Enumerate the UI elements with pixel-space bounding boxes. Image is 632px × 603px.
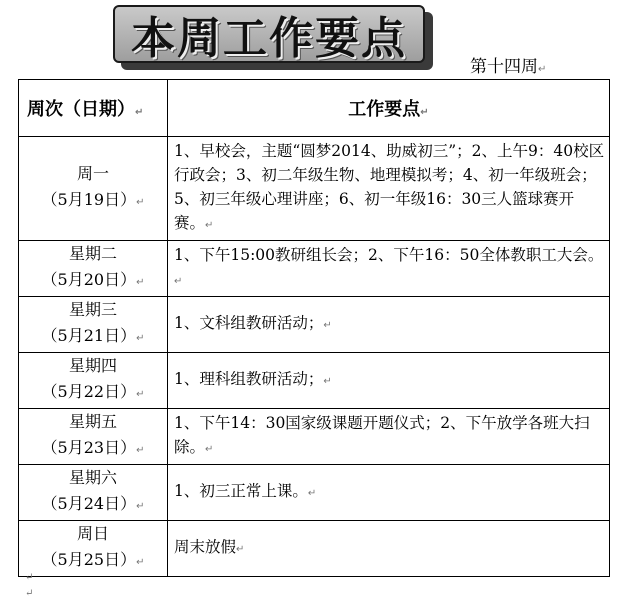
- paragraph-mark-icon: ↵: [538, 64, 547, 75]
- items-text: 1、初三正常上课。: [174, 482, 308, 500]
- day-date: （5月19日）: [41, 190, 137, 209]
- paragraph-mark-icon: ↵: [323, 376, 332, 387]
- paragraph-mark-icon: ↵: [205, 444, 214, 455]
- day-date: （5月21日）: [41, 326, 137, 345]
- table-row: [19, 137, 610, 241]
- week-label: [470, 52, 546, 77]
- paragraph-mark-icon: ↵: [136, 501, 145, 512]
- day-date: （5月23日）: [41, 438, 137, 457]
- day-cell: [19, 521, 168, 577]
- day-name: 星期三: [68, 300, 117, 319]
- items-cell: [168, 137, 610, 241]
- paragraph-mark-icon: ↵: [25, 588, 34, 599]
- table-row: [19, 465, 610, 521]
- items-text: 1、下午15:00教研组长会；2、下午16：50全体教职工大会。: [174, 246, 604, 264]
- day-name: 星期四: [68, 356, 117, 375]
- paragraph-mark-icon: ↵: [136, 445, 145, 456]
- day-name: 星期二: [68, 244, 117, 263]
- paragraph-mark-icon: ↵: [174, 276, 183, 287]
- items-text: 1、早校会，主题“圆梦2014、助威初三”；2、上午9：40校区行政会；3、初二年级生物、地理模拟考；4、初一年级班会；5、初三年级心理讲座；6、初一年级16：30三人篮球赛开赛。: [174, 142, 605, 232]
- paragraph-mark-icon: ↵: [236, 544, 245, 555]
- table-row: [19, 353, 610, 409]
- day-date: （5月24日）: [41, 494, 137, 513]
- paragraph-mark-icon: ↵: [136, 333, 145, 344]
- page-title: 本周工作要点: [131, 13, 407, 64]
- day-name: 周一: [76, 164, 109, 183]
- paragraph-mark-icon: ↵: [420, 107, 429, 118]
- paragraph-mark-icon: ↵: [307, 488, 317, 499]
- day-cell: [19, 353, 168, 409]
- day-cell: [19, 241, 168, 297]
- paragraph-mark-icon: ↵: [136, 557, 145, 568]
- header-items: 工作要点↵: [168, 80, 610, 137]
- paragraph-mark-icon: ↵: [25, 572, 34, 583]
- items-cell: [168, 241, 610, 297]
- items-cell: [168, 465, 610, 521]
- paragraph-mark-icon: ↵: [136, 277, 145, 288]
- day-cell: [19, 465, 168, 521]
- day-date: （5月22日）: [41, 382, 137, 401]
- paragraph-mark-icon: ↵: [136, 197, 145, 208]
- items-text: 1、理科组教研活动；: [174, 370, 324, 388]
- table-row: [19, 409, 610, 465]
- day-name: 星期五: [68, 412, 117, 431]
- table-row: [19, 521, 610, 577]
- items-cell: [168, 297, 610, 353]
- paragraph-mark-icon: ↵: [323, 320, 332, 331]
- items-cell: [168, 409, 610, 465]
- title-banner: [113, 5, 425, 63]
- items-cell: [168, 353, 610, 409]
- paragraph-mark-icon: ↵: [135, 107, 144, 118]
- day-cell: [19, 409, 168, 465]
- items-text: 周末放假: [174, 538, 237, 556]
- paragraph-mark-icon: ↵: [136, 389, 145, 400]
- table-row: [19, 241, 610, 297]
- items-text: 1、文科组教研活动；: [174, 314, 324, 332]
- table-header-row: [19, 80, 610, 137]
- header-day: 周次（日期）↵: [19, 80, 168, 137]
- day-name: 星期六: [68, 468, 117, 487]
- paragraph-mark-icon: ↵: [205, 220, 214, 231]
- day-cell: [19, 297, 168, 353]
- week-number: 第十四周: [470, 57, 538, 77]
- day-date: （5月25日）: [41, 550, 137, 569]
- day-name: 周日: [76, 524, 109, 543]
- day-date: （5月20日）: [41, 270, 137, 289]
- items-text: 1、下午14：30国家级课题开题仪式；2、下午放学各班大扫除。: [174, 414, 590, 456]
- table-row: [19, 297, 610, 353]
- items-cell: [168, 521, 610, 577]
- day-cell: [19, 137, 168, 241]
- schedule-table: [18, 79, 610, 577]
